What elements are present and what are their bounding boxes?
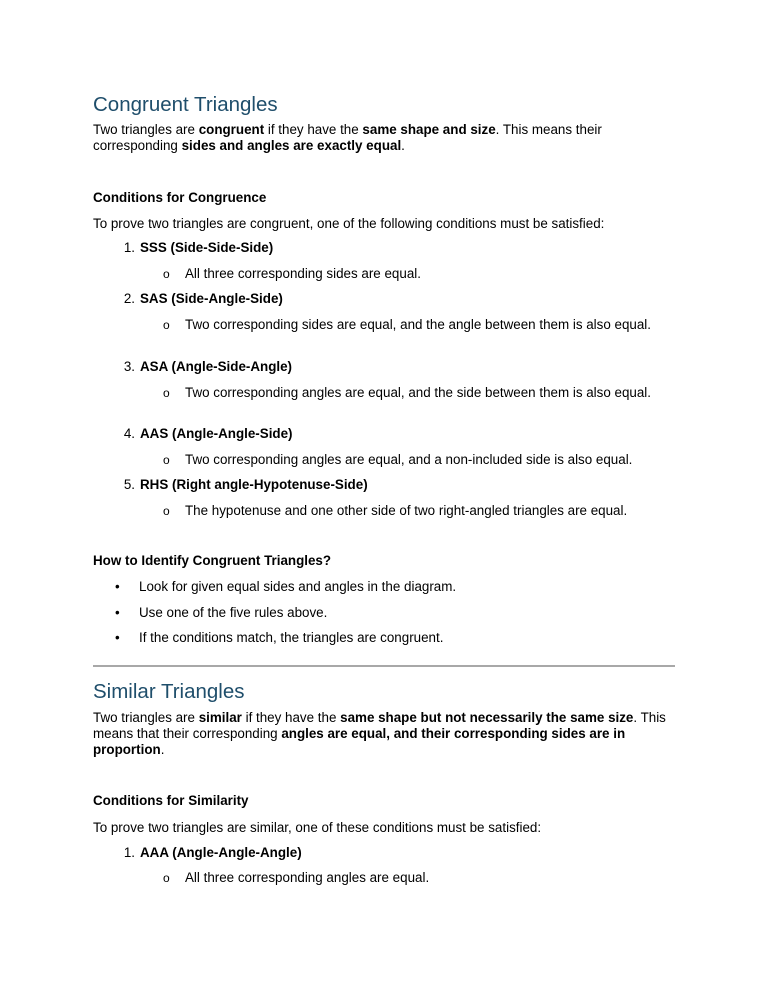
rule-asa: 3. ASA (Angle-Side-Angle) xyxy=(123,359,293,374)
rule-aas: 4. AAS (Angle-Angle-Side) xyxy=(123,426,293,441)
list-item: • Look for given equal sides and angles in the diagram. xyxy=(115,579,457,594)
congruent-intro: Two triangles are congruent if they have the same shape and size. This means their corresponding sides and angles are exactly equal. xyxy=(93,122,602,153)
rule-sss-desc: o All three corresponding sides are equal. xyxy=(163,266,421,281)
rule-sas: 2. SAS (Side-Angle-Side) xyxy=(123,291,283,306)
section-divider xyxy=(93,665,675,667)
rule-rhs-desc: o The hypotenuse and one other side of two right-angled triangles are equal. xyxy=(163,503,628,518)
rule-rhs: 5. RHS (Right angle-Hypotenuse-Side) xyxy=(123,477,368,492)
rule-sas-desc: o Two corresponding sides are equal, and the angle between them is also equal. xyxy=(163,317,651,332)
congruence-conditions-lead: To prove two triangles are congruent, one of the following conditions must be satisfied: xyxy=(93,216,605,231)
similarity-conditions-lead: To prove two triangles are similar, one of these conditions must be satisfied: xyxy=(93,820,542,835)
similarity-conditions-heading: Conditions for Similarity xyxy=(93,793,249,808)
similar-intro: Two triangles are similar if they have the same shape but not necessarily the same size. This means that their corresponding angles are equal, and their corresponding sides are in proportion. xyxy=(93,710,666,757)
list-item: • If the conditions match, the triangles are congruent. xyxy=(115,630,444,645)
list-item: • Use one of the five rules above. xyxy=(115,605,328,620)
rule-aas-desc: o Two corresponding angles are equal, and a non-included side is also equal. xyxy=(163,452,633,467)
rule-asa-desc: o Two corresponding angles are equal, and the side between them is also equal. xyxy=(163,385,651,400)
rule-sss: 1. SSS (Side-Side-Side) xyxy=(123,240,274,255)
congruence-conditions-heading: Conditions for Congruence xyxy=(93,190,267,205)
similar-title: Similar Triangles xyxy=(93,680,245,703)
rule-aaa: 1. AAA (Angle-Angle-Angle) xyxy=(123,845,302,860)
congruent-title: Congruent Triangles xyxy=(93,93,278,116)
identify-heading: How to Identify Congruent Triangles? xyxy=(93,553,332,568)
rule-aaa-desc: o All three corresponding angles are equal. xyxy=(163,870,430,885)
